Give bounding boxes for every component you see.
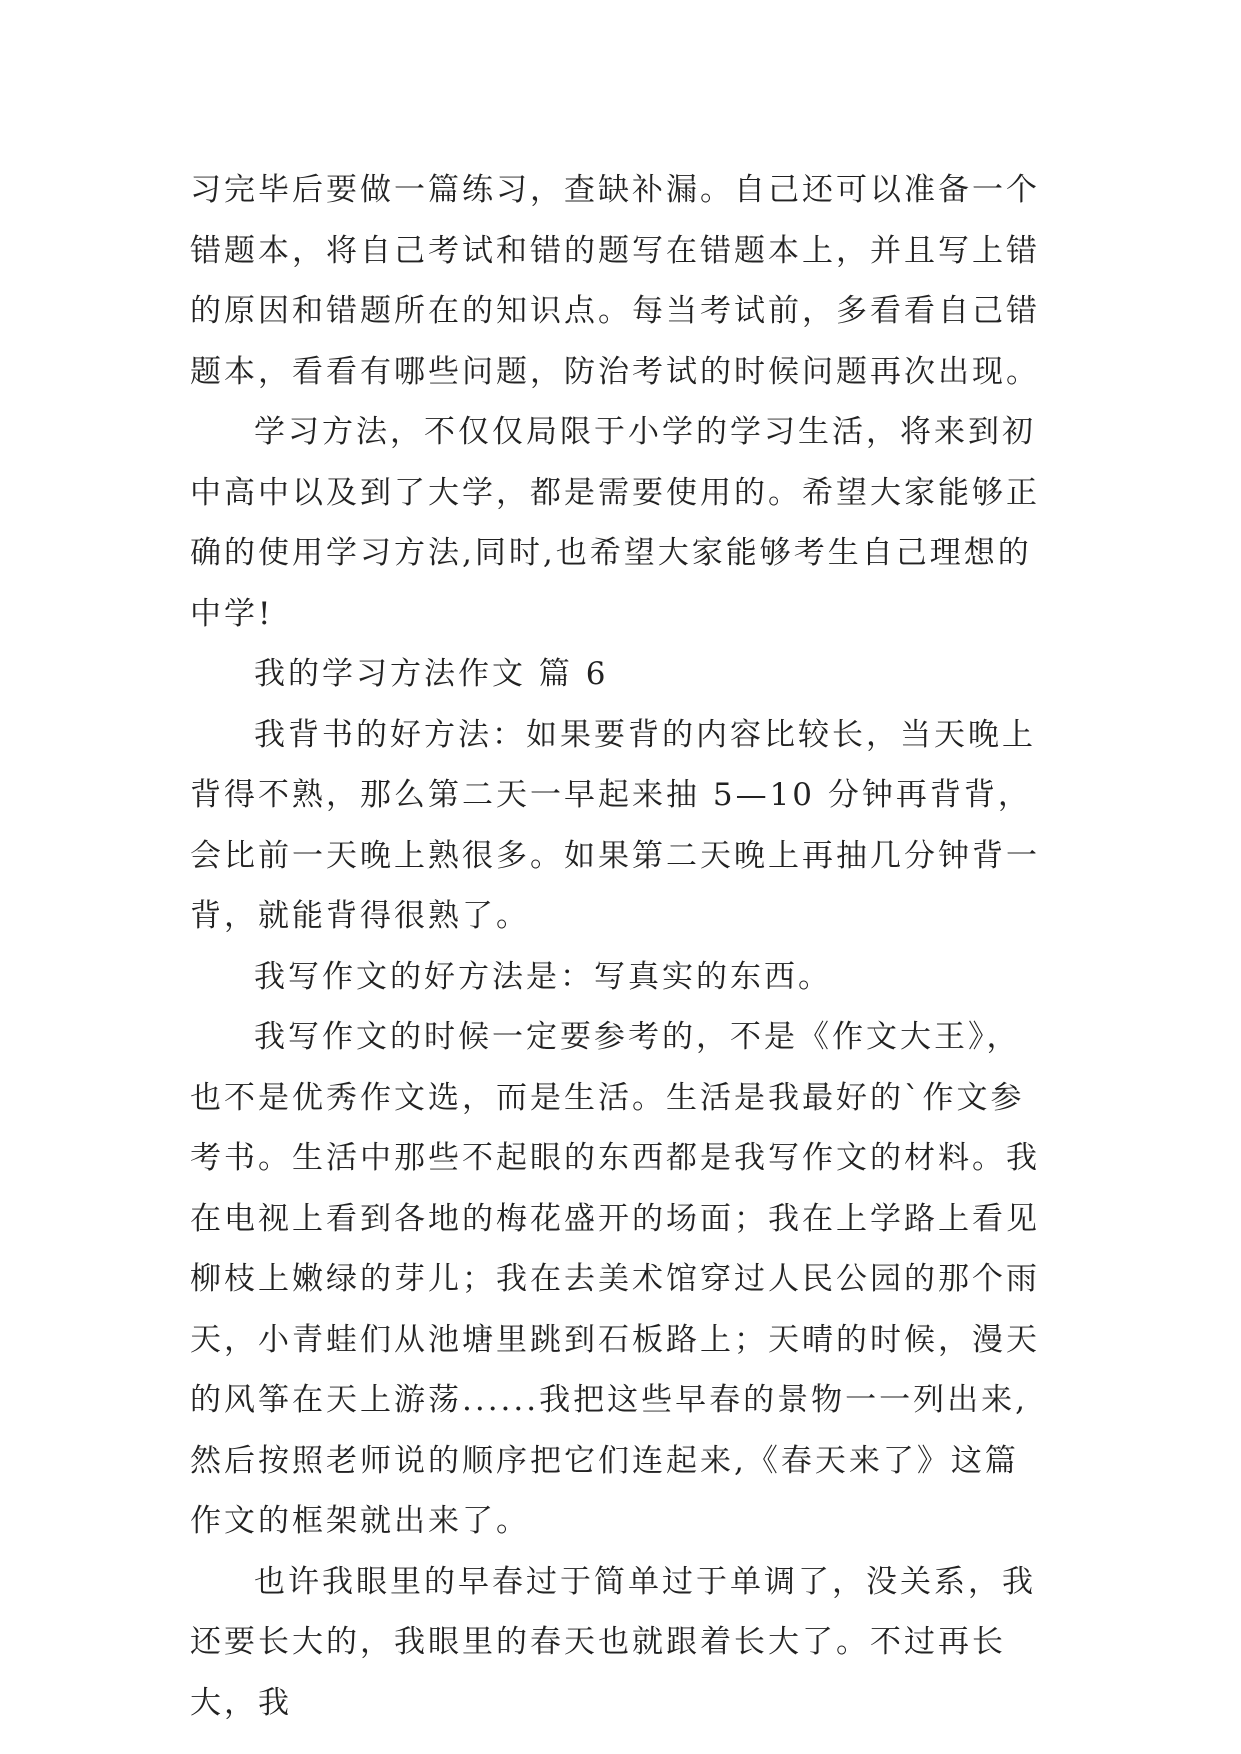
paragraph-study-methods-conclusion: 学习方法，不仅仅局限于小学的学习生活，将来到初中高中以及到了大学，都是需要使用的。希望大家能够正确的使用学习方法,同时,也希望大家能够考生自己理想的中学! [190,414,1040,632]
paragraph-writing-method: 我写作文的好方法是：写真实的东西。 [254,958,832,995]
paragraph-memorization-method: 我背书的好方法：如果要背的内容比较长，当天晚上背得不熟，那么第二天一早起来抽 5—10 分钟再背背，会比前一天晚上熟很多。如果第二天晚上再抽几分钟背一背，就能背得很熟了。 [190,716,1040,934]
paragraph-writing-reference: 我写作文的时候一定要参考的，不是《作文大王》，也不是优秀作文选，而是生活。生活是我最好的`作文参考书。生活中那些不起眼的东西都是我写作文的材料。我在电视上看到各地的梅花盛开的场面；我在上学路上看见柳枝上嫩绿的芽儿；我在去美术馆穿过人民公园的那个雨天，小青蛙们从池塘里跳到石板路上；天晴的时候，漫天的风筝在天上游荡......我把这些早春的景物一一列出来,然后按照老师说的顺序把它们连起来,《春天来了》这篇作文的框架就出来了。 [190,1019,1040,1539]
section-heading: 我的学习方法作文 篇 6 [254,656,609,692]
document-body [190,160,1050,1733]
paragraph-early-spring: 也许我眼里的早春过于简单过于单调了，没关系，我还要长大的，我眼里的春天也就跟着长大了。不过再长大，我 [190,1563,1036,1721]
paragraph-continuation: 习完毕后要做一篇练习，查缺补漏。自己还可以准备一个错题本，将自己考试和错的题写在错题本上，并且写上错的原因和错题所在的知识点。每当考试前，多看看自己错题本，看看有哪些问题，防治考试的时候问题再次出现。 [190,172,1040,390]
